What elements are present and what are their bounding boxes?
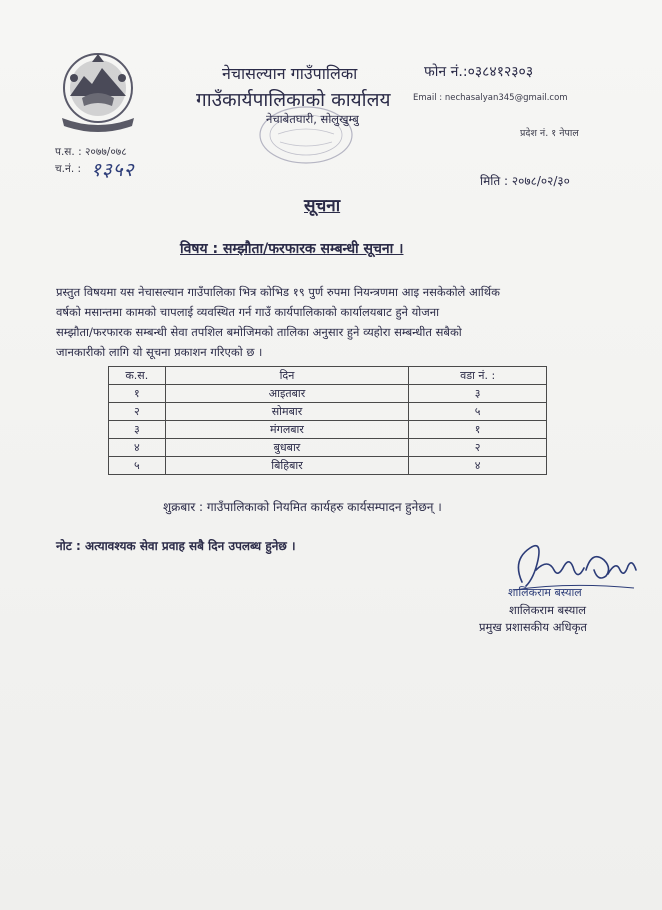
cell-ward: ३ (409, 385, 547, 403)
signatory-name: शालिकराम बस्याल (509, 603, 587, 617)
province-label: प्रदेश नं. १ नेपाल (520, 128, 579, 139)
table-header-row (109, 367, 547, 385)
cell-serial: ५ (109, 457, 166, 475)
office-subtitle: गाउँकार्यपालिकाको कार्यालय (196, 89, 391, 111)
cell-serial: १ (109, 385, 166, 403)
cell-ward: १ (409, 421, 547, 439)
body-line: जानकारीको लागि यो सूचना प्रकाशन गरिएको छ । (56, 345, 263, 359)
cell-serial: ४ (109, 439, 166, 457)
header-ward: वडा नं. : (409, 367, 547, 385)
body-line: वर्षको मसान्तमा कामको चापलाई व्यवस्थित गर्न गाउँ कार्यपालिकाको कार्यालयबाट हुने योजना (56, 305, 440, 319)
dispatch-number: १३५२ (91, 159, 135, 181)
email-address: Email : nechasalyan345@gmail.com (413, 93, 568, 103)
cell-day: बिहिबार (165, 457, 409, 475)
nepal-emblem-icon (52, 48, 144, 134)
notice-subject: विषय : सम्झौता/फरफारक सम्बन्धी सूचना । (180, 241, 404, 257)
table-row (109, 457, 547, 475)
cell-serial: ३ (109, 421, 166, 439)
table-row (109, 421, 547, 439)
schedule-table (108, 366, 547, 475)
body-line: प्रस्तुत विषयमा यस नेचासल्यान गाउँपालिका भित्र कोभिड १९ पुर्ण रुपमा नियन्त्रणमा आइ नसकेकोले आर्थिक (56, 285, 500, 299)
header-serial: क.स. (109, 367, 166, 385)
friday-note: शुक्रबार : गाउँपालिकाको नियमित कार्यहरु कार्यसम्पादन हुनेछन् । (163, 500, 442, 514)
service-note: नोट : अत्यावश्यक सेवा प्रवाह सबै दिन उपलब्ध हुनेछ । (56, 539, 296, 553)
office-name: नेचासल्यान गाउँपालिका (222, 64, 358, 83)
table-row (109, 439, 547, 457)
header-day: दिन (165, 367, 409, 385)
cell-day: बुधबार (165, 439, 409, 457)
table-row (109, 385, 547, 403)
dispatch-label: च.नं. : (55, 163, 82, 175)
signatory-name-handwritten: शालिकराम बस्याल (508, 586, 582, 599)
cell-ward: ४ (409, 457, 547, 475)
notice-date: मिति : २०७८/०२/३० (480, 174, 570, 188)
phone-number: फोन नं.:०३८४१२३०३ (424, 64, 534, 80)
cell-serial: २ (109, 403, 166, 421)
signatory-title: प्रमुख प्रशासकीय अधिकृत (479, 620, 587, 634)
notice-title: सूचना (304, 196, 341, 216)
cell-ward: २ (409, 439, 547, 457)
cell-ward: ५ (409, 403, 547, 421)
office-address: नेचाबेतघारी, सोलुखुम्बु (266, 112, 359, 126)
cell-day: सोमबार (165, 403, 409, 421)
cell-day: मंगलबार (165, 421, 409, 439)
fiscal-year: प.स. : २०७७/०७८ (55, 146, 127, 158)
body-line: सम्झौता/फरफारक सम्बन्धी सेवा तपशिल बमोजिमको तालिका अनुसार हुने व्यहोरा सम्बन्धीत सबैको (56, 325, 462, 339)
table-row (109, 403, 547, 421)
cell-day: आइतबार (165, 385, 409, 403)
